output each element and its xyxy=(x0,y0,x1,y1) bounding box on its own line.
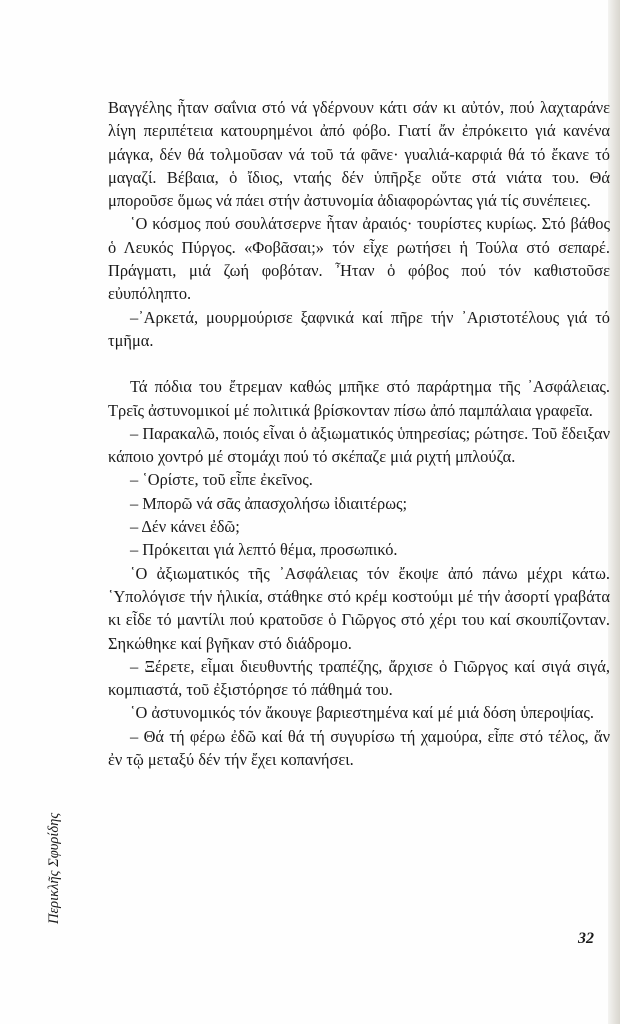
paragraph: ῾Ο ἀξιωματικός τῆς ᾿Ασφάλειας τόν ἔκοψε ἀπό πάνω μέχρι κάτω. ῾Υπολόγισε τήν ἡλικία, στάθηκε στό κρέμ κοστούμι μέ τήν ἀσορτί γραβάτα κι εἶδε τό μαντίλι πού κρατοῦσε ὁ Γιῶργος στό χέρι του καί σκουπίζονταν. Σηκώθηκε καί βγῆκαν στό διάδρομο. xyxy=(108,563,610,653)
paragraph: ῾Ο κόσμος πού σουλάτσερνε ἦταν ἀραιός· τουρίστες κυρίως. Στό βάθος ὁ Λευκός Πύργος. «Φοβᾶσαι;» τόν εἶχε ρωτήσει ἡ Τούλα στό σεπαρέ. Πράγματι, μιά ζωή φοβόταν. Ἦταν ὁ φόβος πού τόν καθιστοῦσε εὐυπόληπτο. xyxy=(108,214,610,304)
paragraph: Τά πόδια του ἔτρεμαν καθώς μπῆκε στό παράρτημα τῆς ᾿Ασφάλειας. Τρεῖς ἀστυνομικοί μέ πολιτικά βρίσκονταν πίσω ἀπό παμπάλαια γραφεῖα. xyxy=(108,377,610,420)
body-text xyxy=(108,96,610,771)
dialogue-line: – Ξέρετε, εἶμαι διευθυντής τραπέζης, ἄρχισε ὁ Γιῶργος καί σιγά σιγά, κομπιαστά, τοῦ ἐξιστόρησε τό πάθημά του. xyxy=(108,656,610,700)
dialogue-line: – Παρακαλῶ, ποιός εἶναι ὁ ἀξιωματικός ὑπηρεσίας; ρώτησε. Τοῦ ἔδειξαν κάποιο χοντρό μέ στομάχι πού τό σκέπαζε μιά ριχτή μπλούζα. xyxy=(108,423,610,467)
paragraph: ῾Ο ἀστυνομικός τόν ἄκουγε βαριεστημένα καί μέ μιά δόση ὑπεροψίας. xyxy=(130,703,594,723)
dialogue-line: – Μπορῶ νά σᾶς ἀπασχολήσω ἰδιαιτέρως; xyxy=(130,493,408,513)
dialogue-line: – ῾Ορίστε, τοῦ εἶπε ἐκεῖνος. xyxy=(130,470,313,490)
page-number: 32 xyxy=(578,930,594,947)
author-running-head: Περικλῆς Σφυρίδης xyxy=(46,812,62,924)
dialogue-line: – Πρόκειται γιά λεπτό θέμα, προσωπικό. xyxy=(130,540,398,560)
dialogue-line: – Δέν κάνει ἐδῶ; xyxy=(130,517,240,537)
dialogue-line: – Θά τή φέρω ἐδῶ καί θά τή συγυρίσω τή χαμούρα, εἶπε στό τέλος, ἄν ἐν τῷ μεταξύ δέν τήν ἔχει κοπανήσει. xyxy=(108,726,610,770)
dialogue-line: –᾿Αρκετά, μουρμούρισε ξαφνικά καί πῆρε τήν ᾿Αριστοτέλους γιά τό τμῆμα. xyxy=(108,307,610,350)
paragraph-continuation: Βαγγέλης ἦταν σαΐνια στό νά γδέρνουν κάτι σάν κι αὐτόν, πού λαχταράνε λίγη περιπέτεια κατουρημένοι ἀπό φόβο. Γιατί ἄν ἐπρόκειτο γιά κανένα μάγκα, δέν θά τολμοῦσαν νά τοῦ τά φᾶνε· γυαλιά-καρφιά θά τό ἔκανε τό μαγαζί. Βέβαια, ὁ ἴδιος, νταής δέν ὑπῆρξε οὔτε στά νιάτα του. Θά μποροῦσε ὅμως νά πάει στήν ἀστυνομία ἀδιαφορώντας γιά τίς συνέπειες. xyxy=(108,98,610,211)
